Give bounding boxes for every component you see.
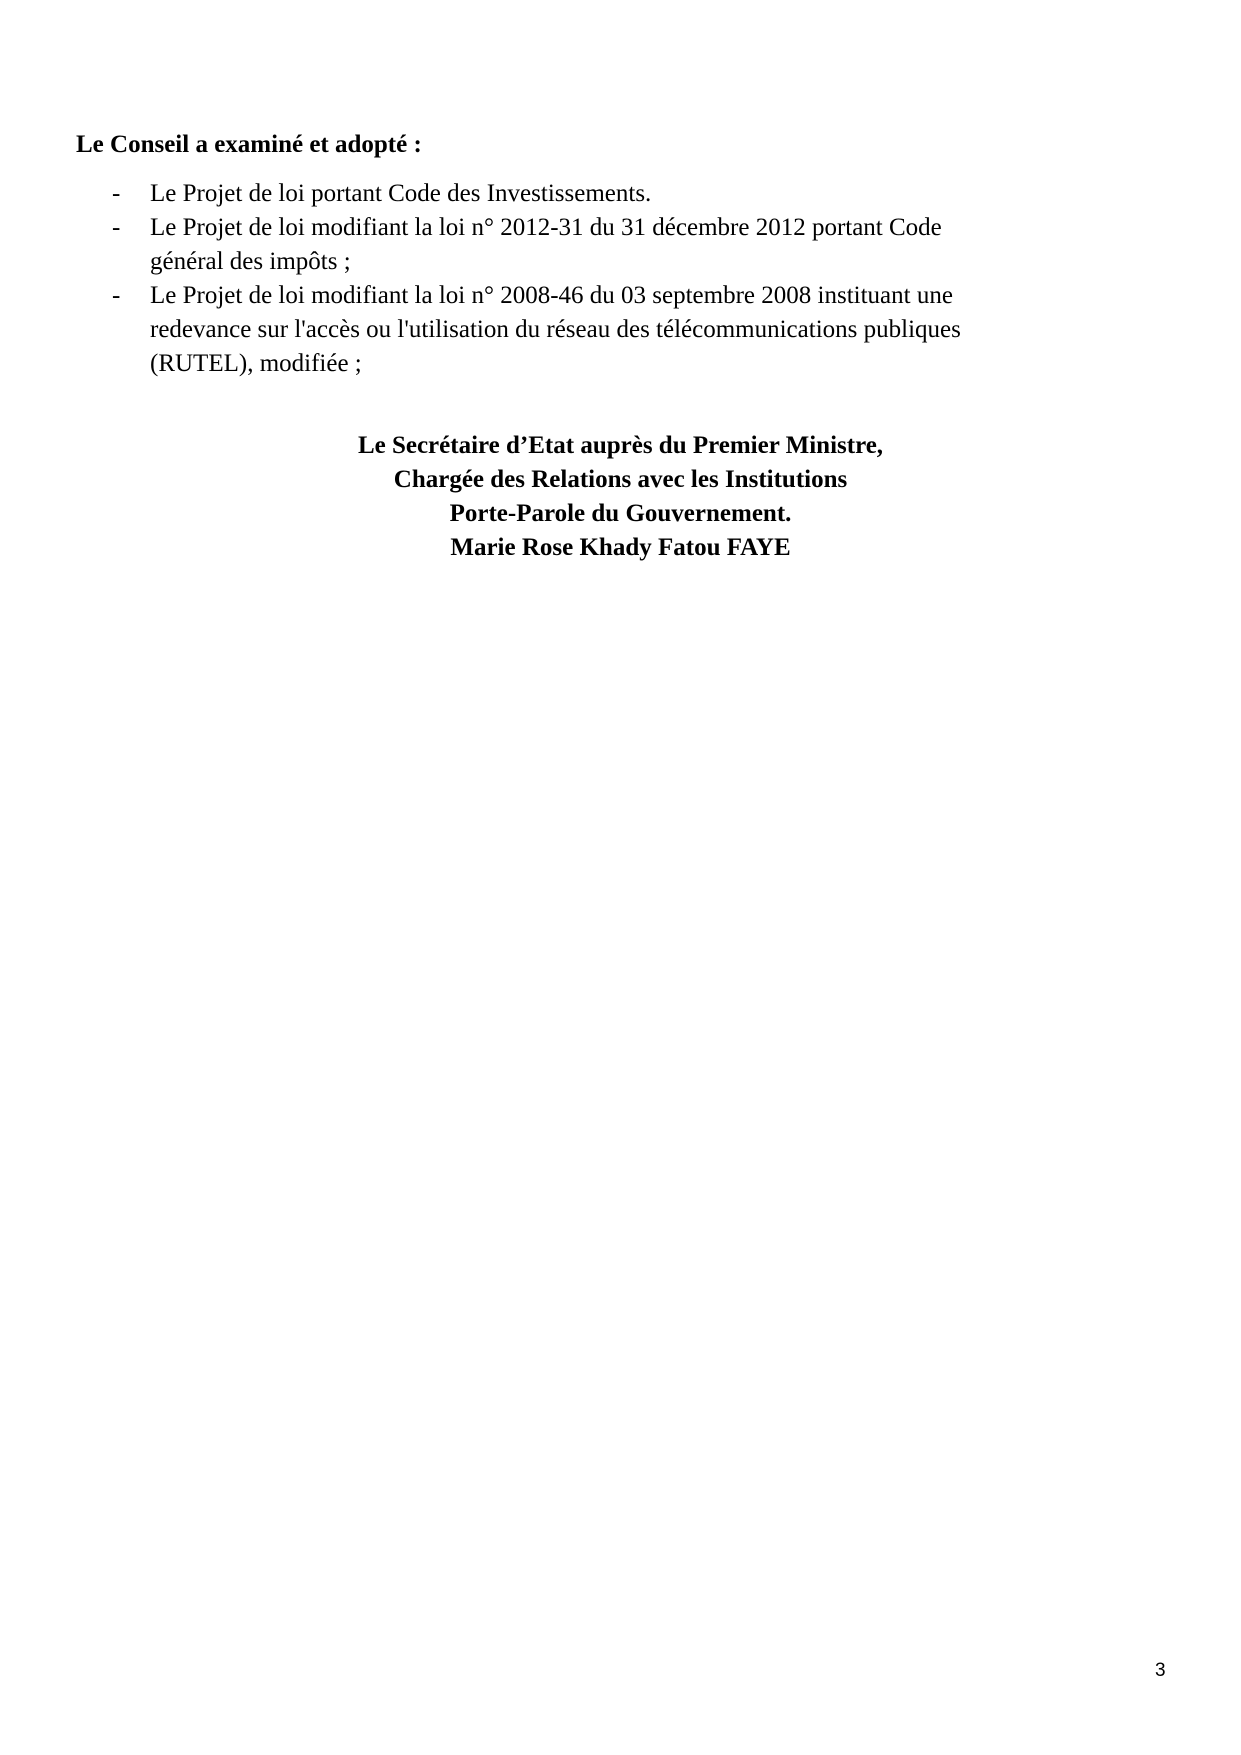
list-item [112, 211, 1112, 279]
list-item-text: Le Projet de loi modifiant la loi n° 2012-31 du 31 décembre 2012 portant Code [150, 214, 942, 241]
signatory-name: Marie Rose Khady Fatou FAYE [450, 534, 791, 561]
signature-block [0, 429, 1241, 565]
signatory-function: Chargée des Relations avec les Institutions [393, 466, 848, 493]
list-item-text: général des impôts ; [150, 248, 351, 275]
list-item [112, 279, 1112, 381]
list-dash: - [112, 214, 121, 241]
list-dash: - [112, 282, 121, 309]
signatory-role: Porte-Parole du Gouvernement. [449, 500, 792, 527]
list-dash: - [112, 180, 121, 207]
list-item-text: (RUTEL), modifiée ; [150, 350, 362, 377]
adopted-bills-list [112, 177, 1112, 381]
list-item [112, 177, 1112, 211]
list-item-text: redevance sur l'accès ou l'utilisation du réseau des télécommunications publiques [150, 316, 961, 343]
section-heading: Le Conseil a examiné et adopté : [76, 131, 422, 158]
page-number: 3 [1155, 1660, 1166, 1681]
signatory-title: Le Secrétaire d’Etat auprès du Premier Ministre, [357, 432, 884, 459]
list-item-text: Le Projet de loi portant Code des Investissements. [150, 180, 652, 207]
list-item-text: Le Projet de loi modifiant la loi n° 2008-46 du 03 septembre 2008 instituant une [150, 282, 953, 309]
